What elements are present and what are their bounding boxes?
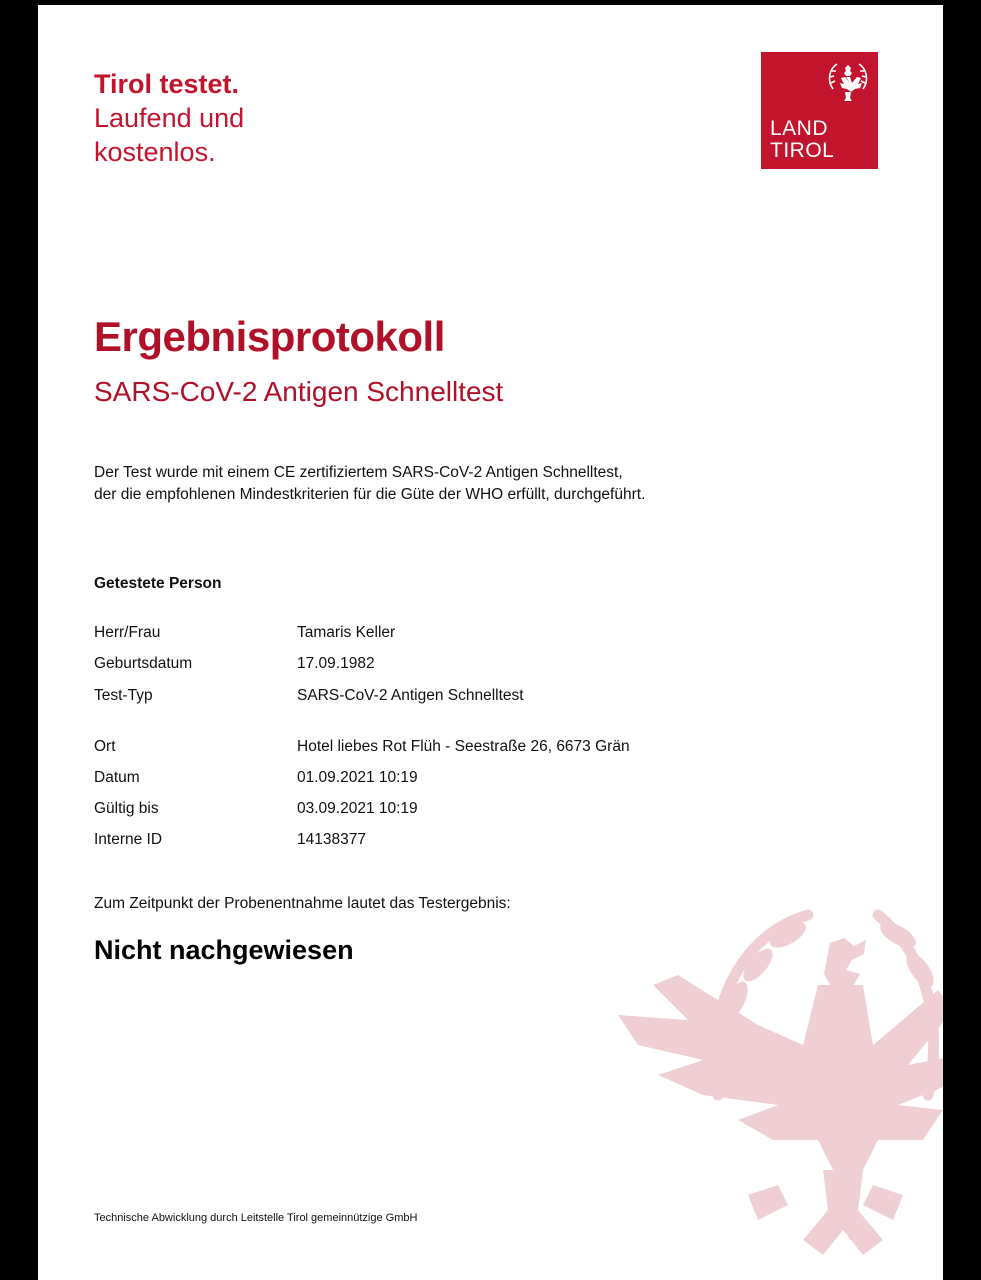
- page-subtitle: SARS-CoV-2 Antigen Schnelltest: [94, 376, 504, 407]
- land-tirol-logo: [761, 52, 878, 169]
- section-heading: Getestete Person: [94, 575, 222, 592]
- info-value: 17.09.1982: [297, 655, 375, 672]
- logo-line-1: LAND: [770, 117, 829, 140]
- footer-text: Technische Abwicklung durch Leitstelle Tirol gemeinnützige GmbH: [94, 1212, 418, 1224]
- info-value: Hotel liebes Rot Flüh - Seestraße 26, 6673 Grän: [297, 738, 630, 755]
- intro-line-2: der die empfohlenen Mindestkriterien für die Güte der WHO erfüllt, durchgeführt.: [94, 486, 646, 503]
- slogan: [94, 67, 244, 169]
- slogan-line-3: kostenlos.: [94, 137, 216, 167]
- info-value: 01.09.2021 10:19: [297, 769, 418, 786]
- slogan-line-2: Laufend und: [94, 103, 245, 133]
- info-label: Ort: [94, 738, 116, 755]
- slogan-line-1: Tirol testet.: [94, 69, 240, 99]
- test-result: Nicht nachgewiesen: [94, 935, 354, 965]
- intro-line-1: Der Test wurde mit einem CE zertifiziertem SARS-CoV-2 Antigen Schnelltest,: [94, 464, 623, 481]
- result-intro: Zum Zeitpunkt der Probenentnahme lautet das Testergebnis:: [94, 895, 511, 912]
- document-page: [38, 5, 943, 1280]
- info-label: Herr/Frau: [94, 624, 161, 641]
- logo-text: [770, 118, 834, 162]
- info-label: Interne ID: [94, 831, 163, 848]
- info-value: 03.09.2021 10:19: [297, 800, 418, 817]
- logo-line-2: TIROL: [770, 139, 835, 162]
- info-value: Tamaris Keller: [297, 624, 396, 641]
- tyrolean-eagle-watermark-icon: [608, 895, 943, 1280]
- info-label: Geburtsdatum: [94, 655, 193, 672]
- info-label: Gültig bis: [94, 800, 159, 817]
- info-label: Test-Typ: [94, 687, 153, 704]
- page-title: Ergebnisprotokoll: [94, 313, 445, 360]
- info-label: Datum: [94, 769, 140, 786]
- intro-text: [94, 462, 645, 506]
- info-value: SARS-CoV-2 Antigen Schnelltest: [297, 687, 524, 704]
- tyrolean-eagle-icon: [825, 59, 871, 105]
- info-value: 14138377: [297, 831, 366, 848]
